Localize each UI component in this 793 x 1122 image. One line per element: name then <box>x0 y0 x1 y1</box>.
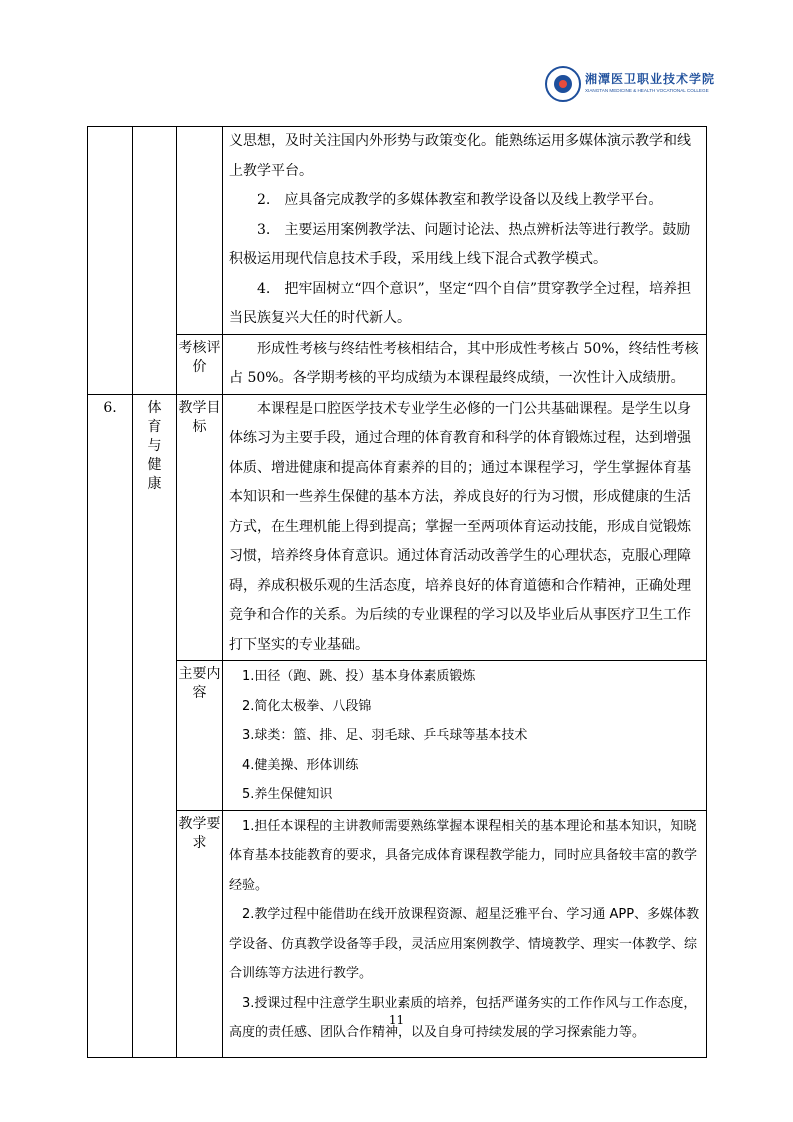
course-name: 体育与健康 <box>147 399 162 492</box>
row-number: 6. <box>103 399 117 416</box>
table-row <box>88 661 707 811</box>
content-label: 主要内容 <box>178 666 221 701</box>
paragraph: 2. 应具备完成教学的多媒体教室和教学设备以及线上教学平台。 <box>257 192 663 208</box>
paragraph: 义思想，及时关注国内外形势与政策变化。能熟练运用多媒体演示教学和线上教学平台。 <box>229 133 691 179</box>
list-item: 5.养生保健知识 <box>242 787 333 802</box>
college-name-en: XIANGTAN MEDICINE & HEALTH VOCATIONAL COLLEGE <box>585 88 709 93</box>
page-number: 11 <box>388 1013 405 1027</box>
number-cell <box>88 127 133 395</box>
course-name-cell <box>133 394 177 1057</box>
college-emblem-icon <box>545 66 581 102</box>
college-logo <box>545 66 716 106</box>
table-row <box>88 334 707 394</box>
assessment-label: 考核评价 <box>178 339 221 375</box>
requirements-cell <box>223 127 707 335</box>
list-item: 2.简化太极拳、八段锦 <box>242 698 372 714</box>
paragraph: 本课程是口腔医学技术专业学生必修的一门公共基础课程。是学生以身体练习为主要手段，通过合理的体育教育和科学的体育锻炼过程，达到增强体质、增进健康和提高体育素养的目的；通过本课程学习，学生掌握体育基本知识和一些养生保健的基本方法，养成良好的行为习惯，形成健康的生活方式，在生理机能上得到提高；掌握一至两项体育运动技能，形成自觉锻炼习惯，培养终身体育意识。通过体育活动改善学生的心理状态，克服心理障碍，养成积极乐观的生活态度，培养良好的体育道德和合作精神，正确处理竞争和合作的关系。为后续的专业课程的学习以及毕业后从事医疗卫生工作打下坚实的专业基础。 <box>229 400 691 653</box>
label-cell <box>177 334 223 394</box>
assessment-cell <box>223 334 707 394</box>
paragraph: 4. 把牢固树立“四个意识”，坚定“四个自信”贯穿教学全过程，培养担当民族复兴大任的时代新人。 <box>229 280 691 326</box>
college-name-cn: 湘潭医卫职业技术学院 <box>585 72 716 86</box>
number-cell <box>88 394 133 1057</box>
goal-cell <box>223 394 707 661</box>
content-cell <box>223 661 707 811</box>
paragraph: 2.教学过程中能借助在线开放课程资源、超星泛雅平台、学习通 APP、多媒体教学设备、仿真教学设备等手段，灵活应用案例教学、情境教学、理实一体教学、综合训练等方法进行教学。 <box>229 907 700 981</box>
requirements-label: 教学要求 <box>178 815 221 851</box>
list-item: 3.球类：篮、排、足、羽毛球、乒乓球等基本技术 <box>242 728 528 743</box>
list-item: 1.田径（跑、跳、投）基本身体素质锻炼 <box>242 669 476 684</box>
label-cell <box>177 394 223 661</box>
label-cell <box>177 661 223 811</box>
table-row <box>88 394 707 661</box>
paragraph: 3. 主要运用案例教学法、问题讨论法、热点辨析法等进行教学。鼓励积极运用现代信息技术手段，采用线上线下混合式教学模式。 <box>229 221 691 267</box>
course-table <box>87 126 707 1058</box>
paragraph: 形成性考核与终结性考核相结合，其中形成性考核占 50%，终结性考核占 50%。各学期考核的平均成绩为本课程最终成绩，一次性计入成绩册。 <box>229 340 699 386</box>
paragraph: 3.授课过程中注意学生职业素质的培养，包括严谨务实的工作作风与工作态度，高度的责任感、团队合作精神，以及自身可持续发展的学习探索能力等。 <box>229 995 697 1040</box>
table-row <box>88 127 707 335</box>
course-name-cell <box>133 127 177 395</box>
paragraph: 1.担任本课程的主讲教师需要熟练掌握本课程相关的基本理论和基本知识，知晓体育基本技能教育的要求，具备完成体育课程教学能力，同时应具备较丰富的教学经验。 <box>229 818 698 893</box>
label-cell <box>177 127 223 335</box>
list-item: 4.健美操、形体训练 <box>242 757 359 773</box>
goal-label: 教学目标 <box>178 399 221 435</box>
